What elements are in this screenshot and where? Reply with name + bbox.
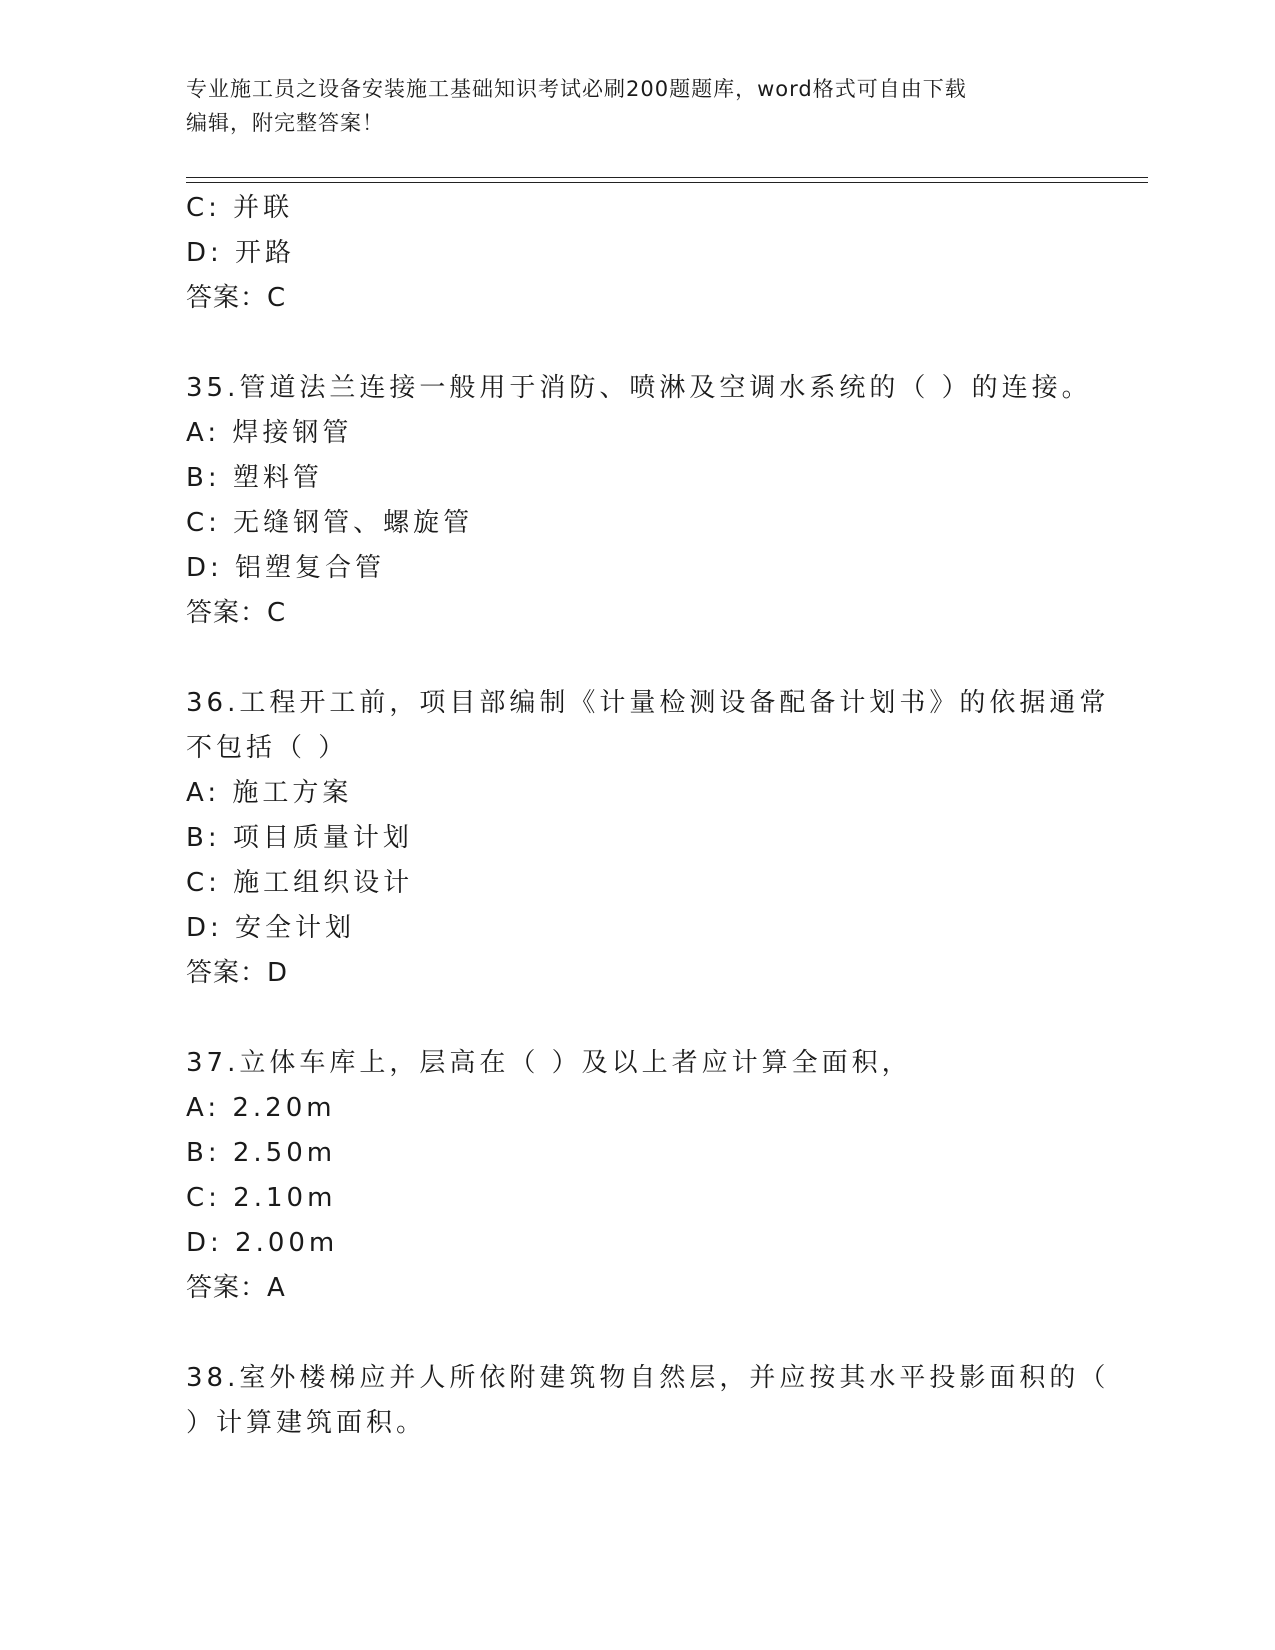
option-b-q36: B: 项目质量计划 <box>186 823 413 853</box>
question-36-cont: 不包括（ ） <box>186 733 349 763</box>
option-d-q35: D: 铝塑复合管 <box>186 553 386 583</box>
option-b-q35: B: 塑料管 <box>186 463 323 493</box>
answer-q36: 答案：D <box>186 958 289 988</box>
option-a-q35: A: 焊接钢管 <box>186 418 353 448</box>
option-a-q37: A: 2.20m <box>186 1093 336 1123</box>
question-35: 35.管道法兰连接一般用于消防、喷淋及空调水系统的（ ）的连接。 <box>186 373 1092 403</box>
answer-q35: 答案：C <box>186 598 287 628</box>
option-c-q36: C: 施工组织设计 <box>186 868 414 898</box>
option-d-q37: D: 2.00m <box>186 1228 339 1258</box>
header-line-1: 专业施工员之设备安装施工基础知识考试必刷200题题库，word格式可自由下载 <box>186 77 967 101</box>
header-divider-bottom <box>186 182 1148 183</box>
option-a-q36: A: 施工方案 <box>186 778 353 808</box>
option-c-q35: C: 无缝钢管、螺旋管 <box>186 508 474 538</box>
question-38-cont: ）计算建筑面积。 <box>186 1408 427 1438</box>
question-38: 38.室外楼梯应并人所依附建筑物自然层，并应按其水平投影面积的（ <box>186 1363 1110 1393</box>
answer-q37: 答案：A <box>186 1273 286 1303</box>
option-d-q36: D: 安全计划 <box>186 913 356 943</box>
option-d-q34: D: 开路 <box>186 238 296 268</box>
document-header <box>186 72 1086 140</box>
header-divider-top <box>186 177 1148 178</box>
option-c-q34: C: 并联 <box>186 193 294 223</box>
question-36: 36.工程开工前，项目部编制《计量检测设备配备计划书》的依据通常 <box>186 688 1110 718</box>
answer-q34: 答案：C <box>186 283 287 313</box>
question-37: 37.立体车库上，层高在（ ）及以上者应计算全面积， <box>186 1048 912 1078</box>
option-c-q37: C: 2.10m <box>186 1183 337 1213</box>
header-line-2: 编辑，附完整答案！ <box>186 111 384 135</box>
option-b-q37: B: 2.50m <box>186 1138 337 1168</box>
